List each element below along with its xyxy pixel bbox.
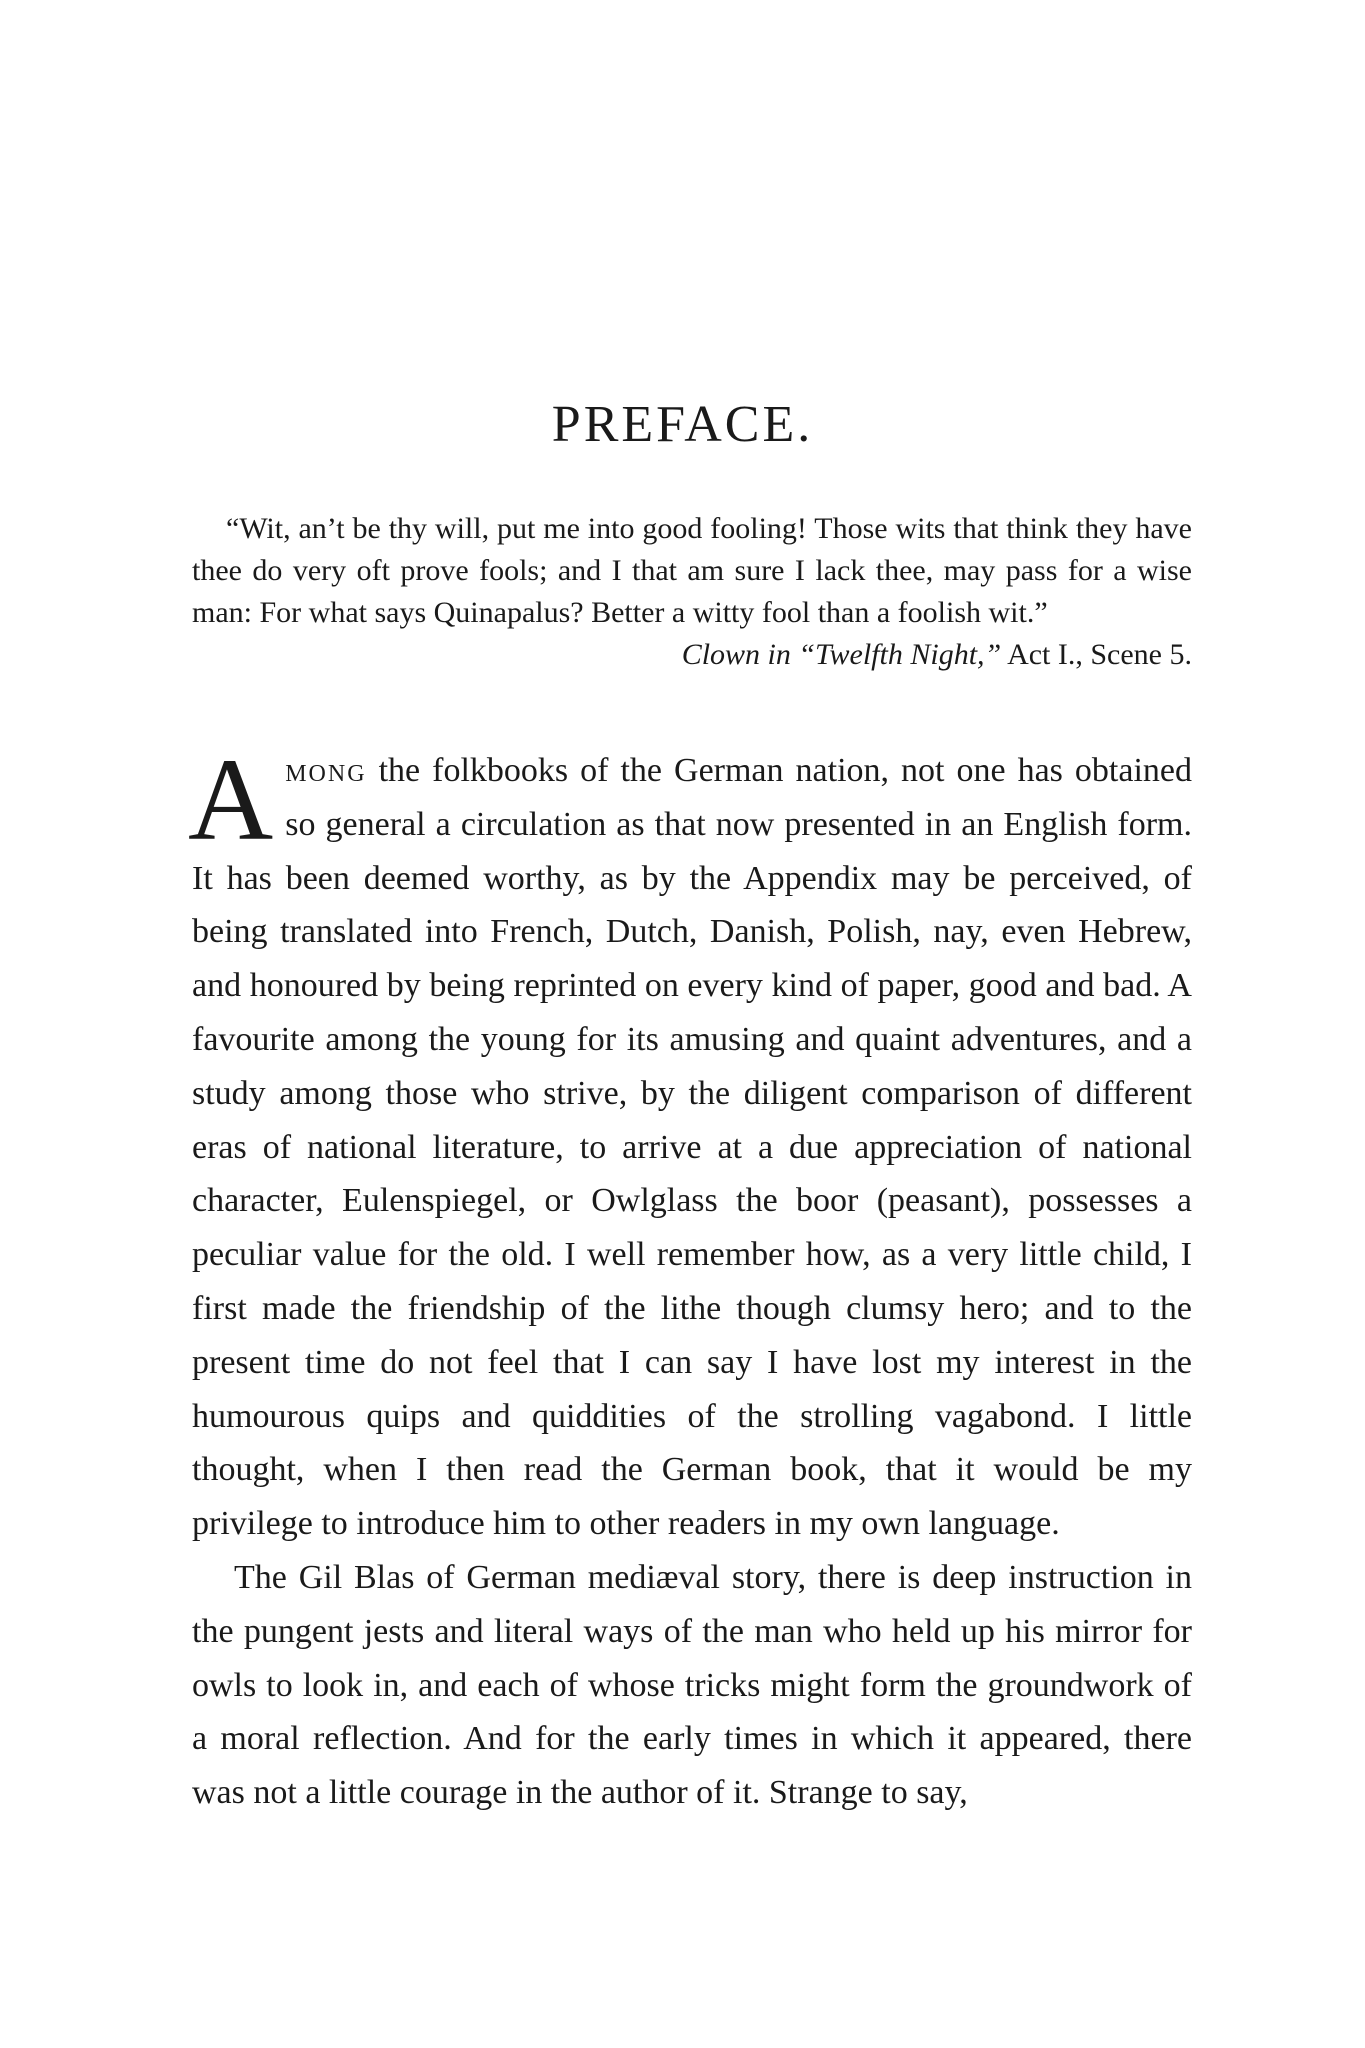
opening-smallcaps: mong — [285, 752, 367, 789]
epigraph — [192, 508, 1192, 676]
epigraph-source-work: Clown in “Twelfth Night,” — [681, 638, 1002, 671]
drop-cap: A — [188, 734, 274, 865]
paragraph-1 — [188, 734, 1192, 1551]
epigraph-source — [192, 634, 1192, 676]
epigraph-quote: “Wit, an’t be thy will, put me into good fooling! Those wits that think they have thee do very oft prove fools; and I that am sure I lack thee, may pass for a wise man: For what says Quinapalus? Better a witty fool than a foolish wit.” — [192, 512, 1192, 629]
body-text — [188, 734, 1192, 1820]
page-title: PREFACE. — [551, 396, 814, 453]
paragraph-1-text: the folkbooks of the German nation, not one has obtained so general a circulation as that now presented in an English form. It has been deemed worthy, as by the Appendix may be perceived, of being translated into French, Dutch, Danish, Polish, nay, even Hebrew, and honoured by being reprinted on every kind of paper, good and bad. A favourite among the young for its amusing and quaint adventures, and a study among those who strive, by the diligent comparison of different eras of national literature, to arrive at a due appreciation of national character, Eulenspiegel, or Owlglass the boor (peasant), possesses a peculiar value for the old. I well remember how, as a very little child, I first made the friendship of the lithe though clumsy hero; and to the present time do not feel that I can say I have lost my interest in the humourous quips and quiddities of the strolling vagabond. I little thought, when I then read the German book, that it would be my privilege to introduce him to other readers in my own language. — [192, 752, 1192, 1543]
paragraph-2: The Gil Blas of German mediæval story, there is deep instruction in the pungent jests and literal ways of the man who held up his mirror for owls to look in, and each of whose tricks might form the groundwork of a moral reflection. And for the early times in which it appeared, there was not a little courage in the author of it. Strange to say, — [192, 1558, 1192, 1812]
epigraph-source-location: Act I., Scene 5. — [1001, 638, 1192, 671]
